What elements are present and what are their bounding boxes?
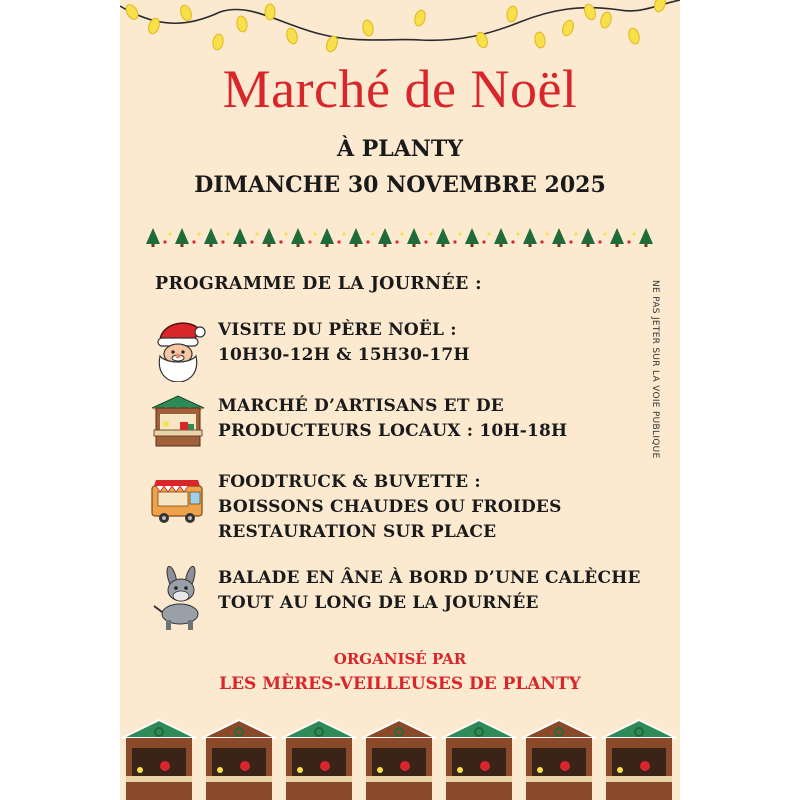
item-line: PRODUCTEURS LOCAUX : 10H-18H bbox=[218, 421, 568, 441]
program-heading: PROGRAMME DE LA JOURNÉE : bbox=[155, 274, 482, 294]
string-lights-icon bbox=[120, 0, 680, 60]
event-date: DIMANCHE 30 NOVEMBRE 2025 bbox=[194, 172, 606, 198]
item-line: VISITE DU PÈRE NOËL : bbox=[218, 320, 457, 340]
item-line: 10H30-12H & 15H30-17H bbox=[218, 345, 470, 365]
tree-garland-icon bbox=[145, 222, 655, 252]
donkey-icon bbox=[150, 566, 210, 632]
location-subtitle: À PLANTY bbox=[337, 136, 463, 162]
poster bbox=[120, 0, 680, 800]
item-line: TOUT AU LONG DE LA JOURNÉE bbox=[218, 593, 539, 613]
item-line: MARCHÉ D’ARTISANS ET DE bbox=[218, 396, 504, 416]
market-stall-icon bbox=[150, 394, 206, 450]
side-note: NE PAS JETER SUR LA VOIE PUBLIQUE bbox=[650, 280, 660, 459]
santa-icon bbox=[150, 318, 206, 382]
organizer-name: LES MÈRES-VEILLEUSES DE PLANTY bbox=[219, 674, 581, 694]
item-line: FOODTRUCK & BUVETTE : bbox=[218, 472, 481, 492]
organized-by-label: ORGANISÉ PAR bbox=[333, 650, 467, 668]
item-line: BALADE EN ÂNE À BORD D’UNE CALÈCHE bbox=[218, 568, 641, 588]
market-chalets-icon bbox=[120, 718, 680, 800]
item-line: RESTAURATION SUR PLACE bbox=[218, 522, 497, 542]
poster-title: Marché de Noël bbox=[222, 59, 578, 119]
item-line: BOISSONS CHAUDES OU FROIDES bbox=[218, 497, 562, 517]
food-truck-icon bbox=[150, 470, 206, 530]
